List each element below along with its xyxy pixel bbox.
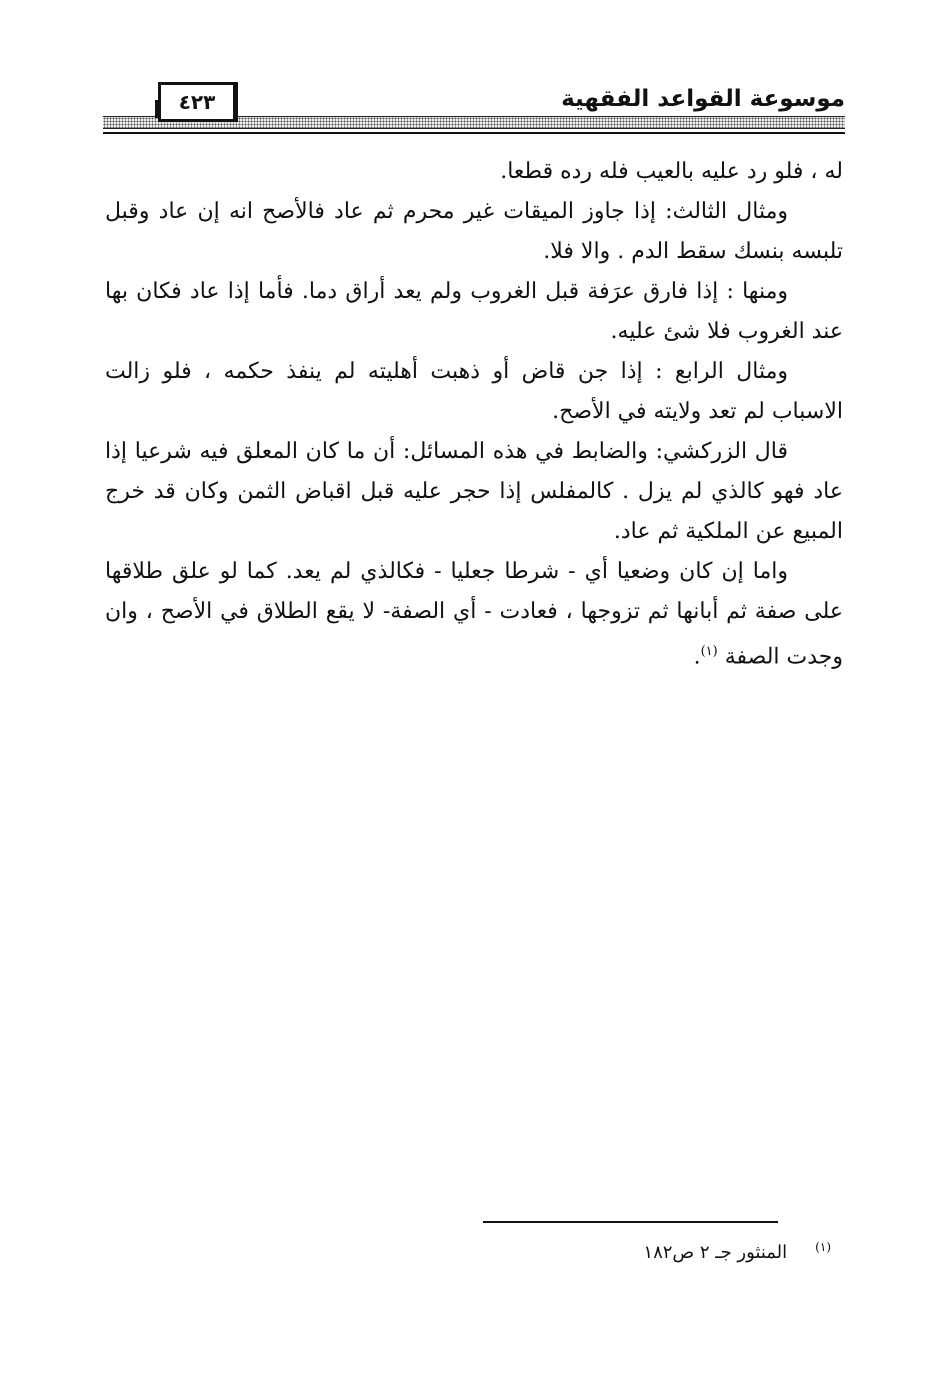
footnote — [643, 1240, 831, 1263]
paragraph: له ، فلو رد عليه بالعيب فله رده قطعا. — [500, 159, 843, 184]
footnote-text: المنثور جـ ٢ ص١٨٢ — [643, 1242, 788, 1263]
paragraph: قال الزركشي: والضابط في هذه المسائل: أن ما كان المعلق فيه شرعيا إذا عاد فهو كالذي لم يزل . كالمفلس إذا حجر عليه قبل اقباض الثمن وكان قد خرج المبيع عن الملكية ثم عاد. — [105, 439, 843, 544]
header-rule — [103, 132, 845, 134]
page-number: ٤٢٣ — [158, 82, 238, 122]
paragraph-text: واما إن كان وضعيا أي - شرطا جعليا - فكالذي لم يعد. كما لو علق طلاقها على صفة ثم أبانها ثم تزوجها ، فعادت - أي الصفة- لا يقع الطلاق في الأصح ، وان وجدت الصفة — [105, 559, 843, 670]
page-body — [105, 152, 843, 677]
book-title: موسوعة القواعد الفقهية — [561, 86, 845, 112]
paragraph: ومنها : إذا فارق عرَفة قبل الغروب ولم يعد أراق دما. فأما إذا عاد فكان بها عند الغروب فلا شئ عليه. — [105, 279, 843, 344]
paragraph: ومثال الرابع : إذا جن قاض أو ذهبت أهليته لم ينفذ حكمه ، فلو زالت الاسباب لم تعد ولايته في الأصح. — [105, 359, 843, 424]
paragraph: ومثال الثالث: إذا جاوز الميقات غير محرم ثم عاد فالأصح انه إن عاد وقبل تلبسه بنسك سقط الدم . والا فلا. — [105, 199, 843, 264]
footnote-number: (١) — [815, 1240, 831, 1254]
running-header — [103, 82, 845, 134]
paragraph-last: واما إن كان وضعيا أي - شرطا جعليا - فكالذي لم يعد. كما لو علق طلاقها على صفة ثم أبانها ثم تزوجها ، فعادت - أي الصفة- لا يقع الطلاق في الأصح ، وان وجدت الصفة $^{(١)}$. — [105, 559, 843, 670]
footnote-separator — [483, 1221, 778, 1223]
footnote-reference: (١) — [700, 644, 718, 659]
